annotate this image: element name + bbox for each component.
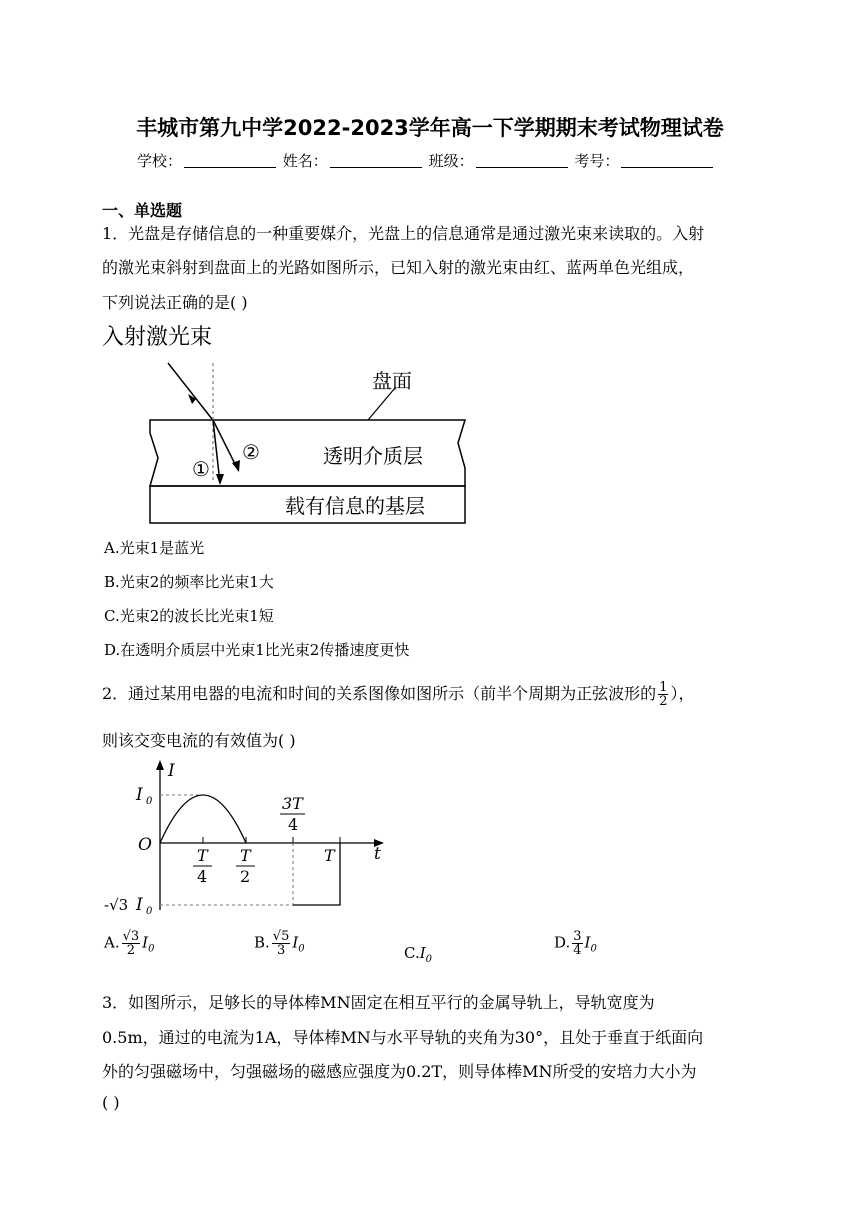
tick-3t4-num: 3T — [282, 794, 303, 813]
q3-line3: 外的匀强磁场中，匀强磁场的磁感应强度为0.2T，则导体棒MN所受的安培力大小为 — [102, 1062, 697, 1081]
tick-t2-den: 2 — [240, 867, 251, 886]
school-label: 学校： — [137, 152, 183, 170]
i0-label: I — [136, 785, 143, 805]
base-layer-label: 载有信息的基层 — [285, 494, 425, 518]
neg-sqrt3-label: -√3 — [104, 896, 129, 914]
beam2-label: ② — [242, 440, 260, 464]
q2-option-d[interactable]: D. $\frac{3}{4}$ $I_0$ — [554, 929, 597, 958]
tick-t4-den: 4 — [197, 867, 208, 886]
q2-option-c[interactable]: $C.I_0$ — [404, 944, 433, 965]
q1-line1: 1．光盘是存储信息的一种重要媒介，光盘上的信息通常是通过激光束来读取的。入射 — [102, 224, 705, 243]
school-blank — [184, 153, 276, 168]
tick-3t4-den: 4 — [288, 815, 299, 834]
name-label: 姓名： — [282, 152, 328, 170]
tick-t2-num: T — [240, 846, 251, 865]
i0-subscript: 0 — [146, 796, 153, 807]
class-label: 班级： — [428, 152, 474, 170]
neg-i0-label: I — [136, 895, 143, 915]
q3-line1: 3．如图所示，足够长的导体棒MN固定在相互平行的金属导轨上，导轨宽度为 — [102, 993, 655, 1012]
q1-option-b[interactable]: B.光束2的频率比光束1大 — [104, 573, 274, 591]
half-fraction: $\frac{1}{2}$ — [659, 680, 668, 709]
q2-line2: 则该交变电流的有效值为( ) — [102, 731, 296, 750]
page-title: 丰城市第九中学2022-2023学年高一下学期期末考试物理试卷 — [136, 116, 724, 140]
q3-line2: 0.5m，通过的电流为1A，导体棒MN与水平导轨的夹角为30°，且处于垂直于纸面向 — [102, 1028, 704, 1047]
q2-current-graph — [100, 758, 390, 920]
student-info-line — [137, 150, 715, 171]
y-axis-label: I — [168, 761, 175, 781]
number-label: 考号： — [574, 152, 620, 170]
beam1-label: ① — [192, 457, 210, 481]
name-blank — [330, 153, 422, 168]
number-blank — [621, 153, 713, 168]
transparent-layer-label: 透明介质层 — [323, 444, 423, 468]
q2-option-b[interactable]: B. $\frac{√5}{3}$ $I_0$ — [254, 929, 305, 958]
tick-t4-num: T — [197, 846, 208, 865]
class-blank — [476, 153, 568, 168]
q1-option-a[interactable]: A.光束1是蓝光 — [104, 539, 205, 557]
neg-i0-subscript: 0 — [146, 906, 153, 917]
q1-option-c[interactable]: C.光束2的波长比光束1短 — [104, 607, 274, 625]
q1-line2: 的激光束斜射到盘面上的光路如图所示，已知入射的激光束由红、蓝两单色光组成， — [102, 258, 695, 277]
q1-option-d[interactable]: D.在透明介质层中光束1比光束2传播速度更快 — [104, 641, 410, 659]
q1-optics-figure — [100, 318, 480, 530]
origin-label: O — [138, 835, 152, 855]
q1-line3: 下列说法正确的是( ) — [102, 293, 248, 312]
q2-option-a[interactable]: A. $\frac{√3}{2}$ $I_0$ — [104, 929, 155, 958]
tick-t: T — [324, 846, 335, 865]
section-heading: 一、单选题 — [102, 201, 183, 220]
incident-beam-label: 入射激光束 — [102, 325, 213, 350]
x-axis-label: t — [374, 844, 381, 864]
surface-label: 盘面 — [372, 369, 412, 393]
q2-line1: 2．通过某用电器的电流和时间的关系图像如图所示（前半个周期为正弦波形的 $\frac{1}{2}$ ）， — [102, 680, 695, 709]
q3-line4: ( ) — [102, 1093, 120, 1112]
